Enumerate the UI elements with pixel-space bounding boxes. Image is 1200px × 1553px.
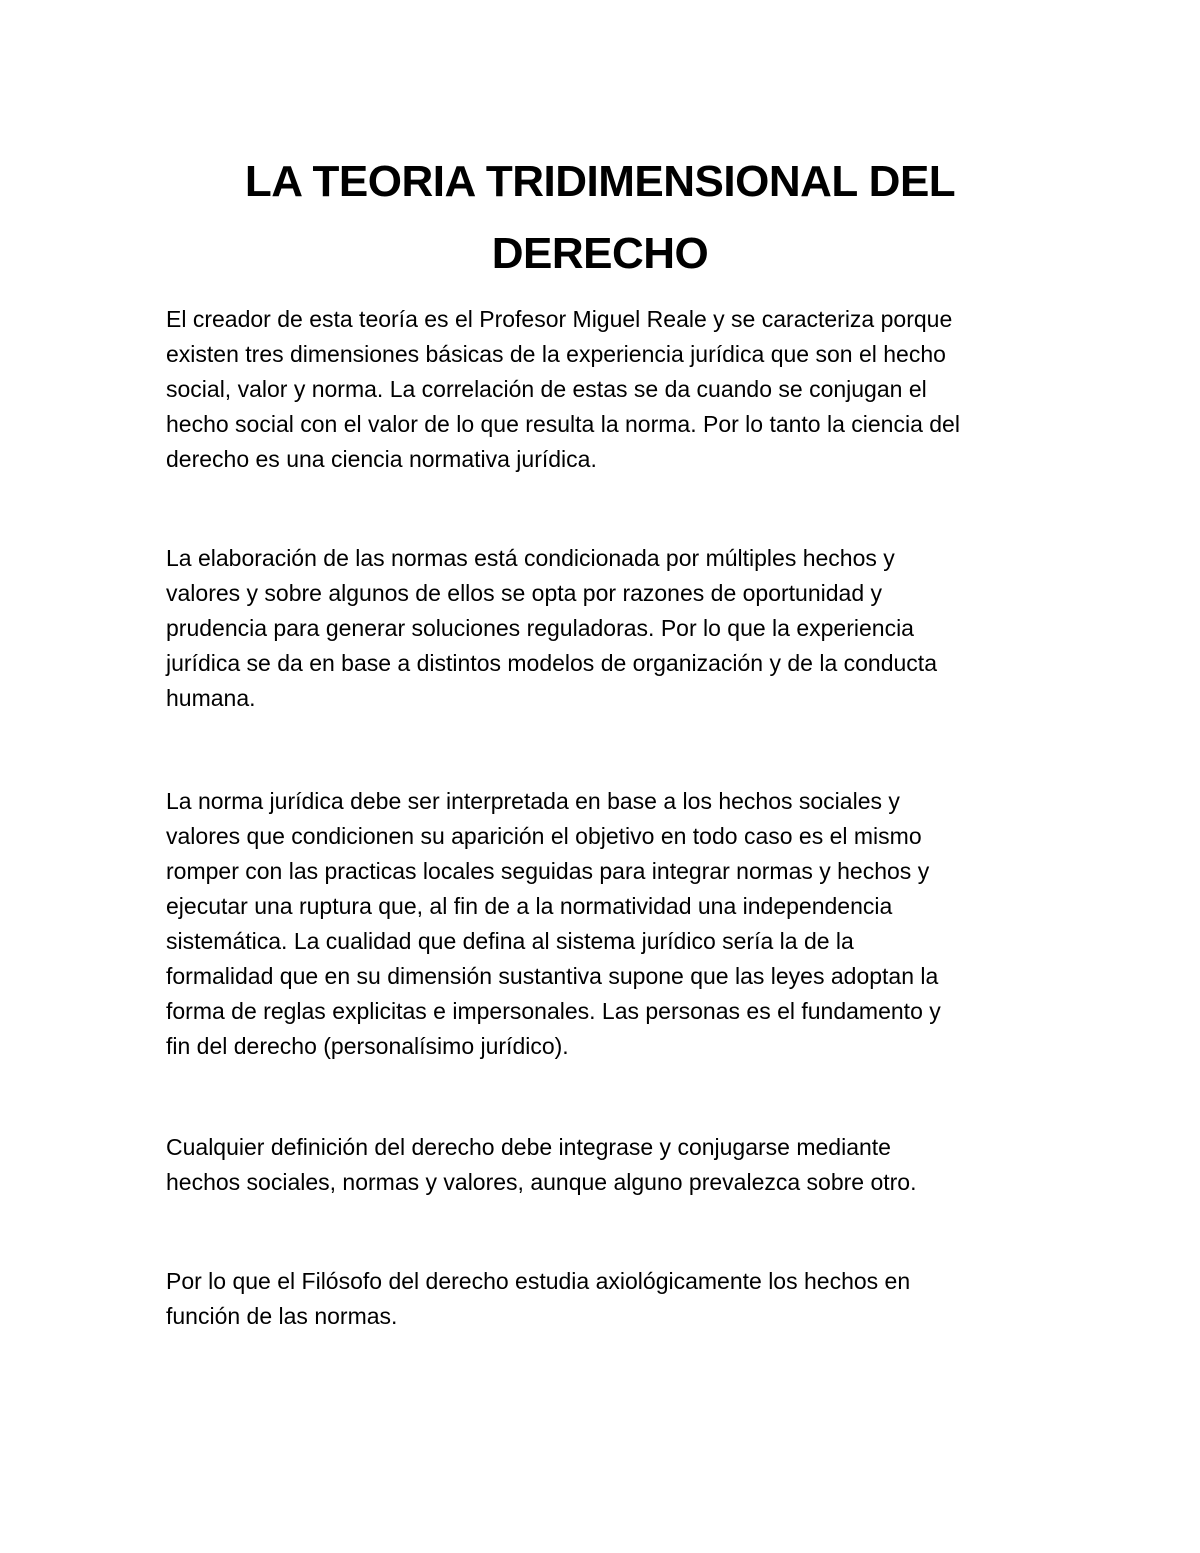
- paragraph-norm-elaboration: La elaboración de las normas está condicionada por múltiples hechos y valores y sobre algunos de ellos se opta por razones de oportunidad y prudencia para generar soluciones reguladoras. Por lo que la experiencia jurídica se da en base a distintos modelos de organización y de la conducta humana.: [166, 545, 937, 711]
- paragraph-norm-interpretation: La norma jurídica debe ser interpretada en base a los hechos sociales y valores que condicionen su aparición el objetivo en todo caso es el mismo romper con las practicas locales seguidas para integrar normas y hechos y ejecutar una ruptura que, al fin de a la normatividad una independencia sistemática. La cualidad que defina al sistema jurídico sería la de la formalidad que en su dimensión sustantiva supone que las leyes adoptan la forma de reglas explicitas e impersonales. Las personas es el fundamento y fin del derecho (personalísimo jurídico).: [166, 788, 941, 1059]
- paragraph-definition: Cualquier definición del derecho debe integrase y conjugarse mediante hechos sociales, normas y valores, aunque alguno prevalezca sobre otro.: [166, 1134, 917, 1195]
- paragraph-philosopher: Por lo que el Filósofo del derecho estudia axiológicamente los hechos en función de las normas.: [166, 1268, 911, 1329]
- paragraph-creator: El creador de esta teoría es el Profesor Miguel Reale y se caracteriza porque existen tres dimensiones básicas de la experiencia jurídica que son el hecho social, valor y norma. La correlación de estas se da cuando se conjugan el hecho social con el valor de lo que resulta la norma. Por lo tanto la ciencia del derecho es una ciencia normativa jurídica.: [166, 306, 960, 472]
- document-title: LA TEORIA TRIDIMENSIONAL DEL DERECHO: [244, 157, 956, 278]
